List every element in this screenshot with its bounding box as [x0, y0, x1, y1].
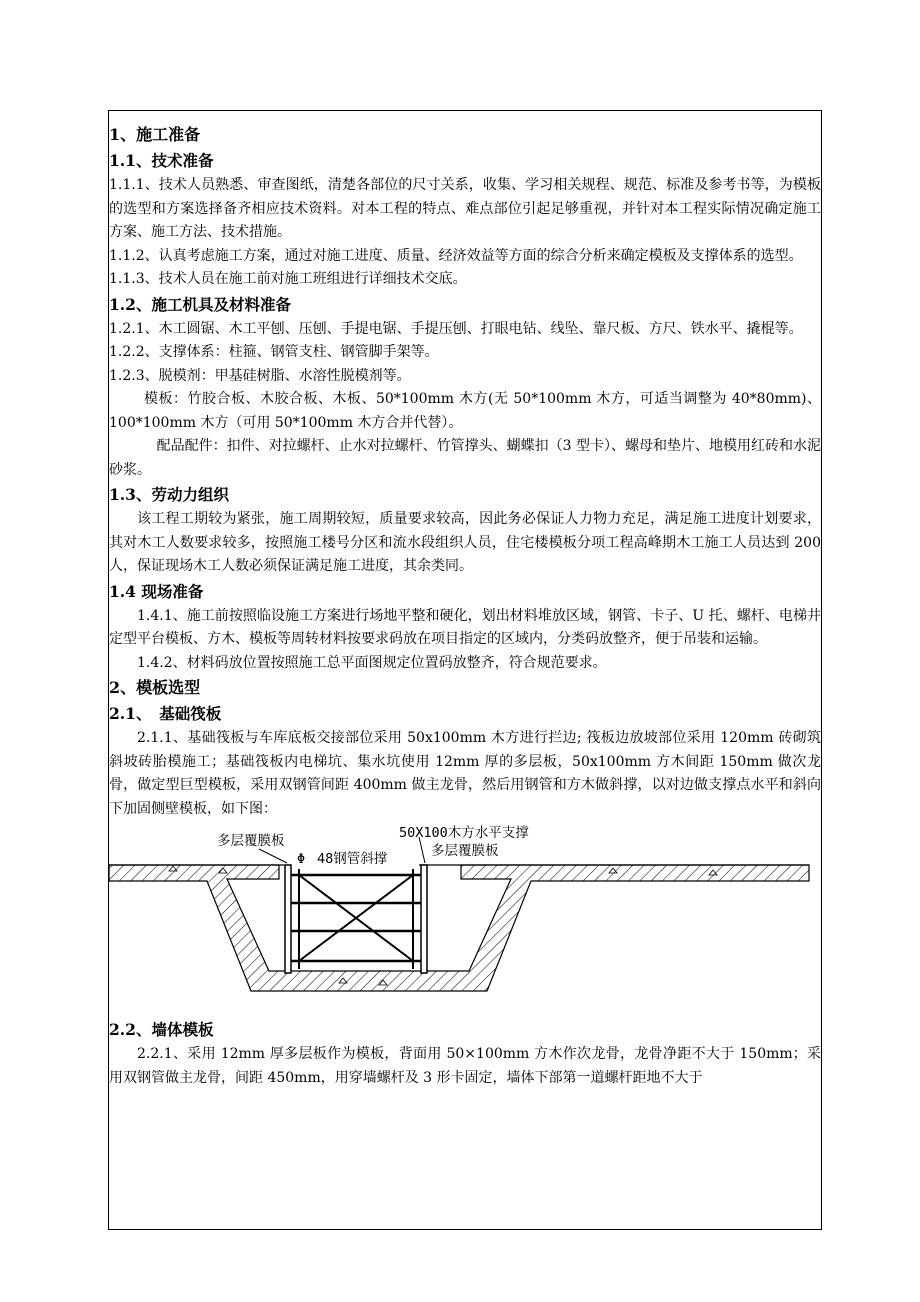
- para-1-2-3: 1.2.3、脱模剂：甲基硅树脂、水溶性脱模剂等。: [109, 367, 411, 384]
- left-board: [285, 865, 291, 973]
- para-2-1-1: 2.1.1、基础筏板与车库底板交接部位采用 50x100mm 木方进行拦边; 筏板边放坡部位采用 120mm 砖砌筑斜坡砖胎模施工；基础筏板内电梯坑、集水坑使用 12mm 厚的多层板，50x100mm 方木间距 150mm 做次龙骨，做定型巨型模板，采用双钢管间距 400mm 做主龙骨，然后用钢管和方木做斜撑，以对边做支撑点水平和斜向下加固侧壁模板，如下图：: [109, 730, 821, 817]
- label-left-board: 多层覆膜板: [217, 833, 285, 849]
- para-2-2-1: 2.2.1、采用 12mm 厚多层板作为模板，背面用 50×100mm 方木作次龙骨，龙骨净距不大于 150mm；采用双钢管做主龙骨，间距 450mm，用穿墙螺杆及 3 形卡固定，墙体下部第一道螺杆距地不大于: [109, 1046, 821, 1086]
- section-2-2-title: 2.2、墙体模板: [109, 1020, 214, 1039]
- section-1-4-title: 1.4 现场准备: [109, 581, 204, 601]
- para-1-2-2: 1.2.2、支撑体系：柱箍、钢管支柱、钢管脚手架等。: [109, 344, 439, 360]
- label-pipe: 48钢管斜撑: [317, 851, 388, 867]
- para-1-4-1: 1.4.1、施工前按照临设施工方案进行场地平整和硬化，划出材料堆放区域，钢管、卡子、U 托、螺杆、电梯井定型平台模板、方木、模板等周转材料按要求码放在项目指定的区域内，分类码放整齐，便于吊装和运输。: [109, 607, 821, 647]
- para-1-1-2: 1.1.2、认真考虑施工方案，通过对施工进度、质量、经济效益等方面的综合分析来确定模板及支撑体系的选型。: [109, 247, 803, 264]
- section-1-2-title: 1.2、施工机具及材料准备: [109, 294, 291, 314]
- label-timber: 50X100木方水平支撑: [399, 825, 529, 841]
- para-parts: 配品配件：扣件、对拉螺杆、止水对拉螺杆、竹管撑头、蝴蝶扣（3 型卡）、螺母和垫片、地模用红砖和水泥砂浆。: [109, 438, 821, 478]
- para-1-1-3: 1.1.3、技术人员在施工前对施工班组进行详细技术交底。: [109, 271, 467, 287]
- para-1-1-1: 1.1.1、技术人员熟悉、审查图纸，清楚各部位的尺寸关系，收集、学习相关规程、规范、标准及参考书等，为模板的选型和方案选择备齐相应技术资料。对本工程的特点、难点部位引起足够重视，并针对本工程实际情况确定施工方案、施工方法、技术措施。: [109, 177, 821, 240]
- right-board: [421, 865, 427, 973]
- section-2-title: 2、模板选型: [109, 678, 201, 697]
- label-pipe-symbol: Φ: [297, 851, 306, 867]
- section-1-title: 1、施工准备: [109, 125, 201, 144]
- label-right-board: 多层覆膜板: [431, 843, 499, 859]
- para-1-4-2: 1.4.2、材料码放位置按照施工总平面图规定位置码放整齐，符合规范要求。: [137, 654, 607, 671]
- section-2-1-title: 2.1、 基础筏板: [109, 704, 222, 723]
- document-body: [109, 122, 821, 1090]
- para-formwork: 模板：竹胶合板、木胶合板、木板、50*100mm 木方(无 50*100mm 木方，可适当调整为 40*80mm)、100*100mm 木方（可用 50*100mm 木方合并代替）。: [109, 391, 821, 431]
- pit-formwork-drawing: [109, 823, 821, 1013]
- section-1-3-title: 1.3、劳动力组织: [109, 485, 229, 504]
- para-1-2-1: 1.2.1、木工圆锯、木工平刨、压刨、手提电锯、手提压刨、打眼电钻、线坠、靠尺板、方尺、铁水平、撬棍等。: [109, 320, 803, 337]
- pit-formwork-diagram: [109, 823, 821, 1013]
- soil-hatch: [109, 865, 809, 991]
- leader-left-board: [259, 849, 287, 863]
- para-1-3: 该工程工期较为紧张，施工周期较短，质量要求较高，因此务必保证人力物力充足，满足施工进度计划要求，其对木工人数要求较多，按照施工楼号分区和流水段组织人员，住宅楼模板分项工程高峰期木工施工人员达到 200 人，保证现场木工人数必须保证满足施工进度，其余类同。: [109, 511, 821, 574]
- section-1-1-title: 1.1、技术准备: [109, 151, 214, 170]
